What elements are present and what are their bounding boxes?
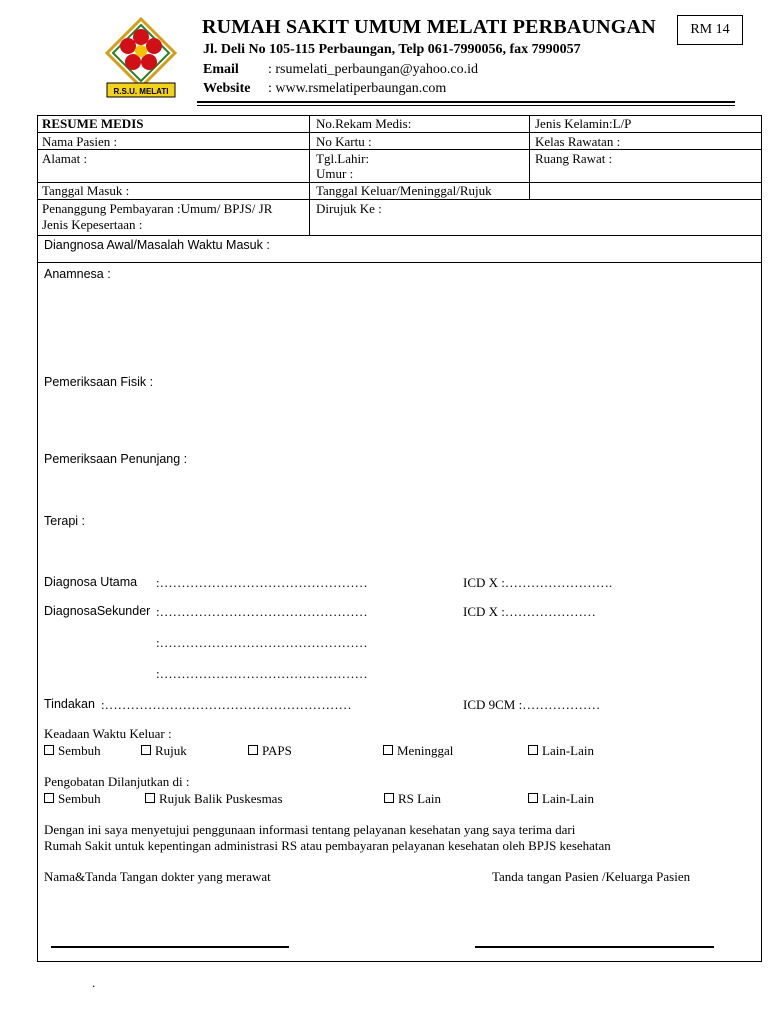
hospital-address: Jl. Deli No 105-115 Perbaungan, Telp 061-7990056, fax 7990057 [203, 42, 581, 57]
patient-signature-line[interactable] [475, 946, 714, 948]
terapi-section[interactable]: Terapi : [44, 514, 85, 528]
form-code-box: RM 14 [677, 15, 743, 45]
doctor-signature-line[interactable] [51, 946, 289, 948]
website-value: : www.rsmelatiperbaungan.com [268, 81, 447, 96]
penanggung-pembayaran-field[interactable]: Penanggung Pembayaran :Umum/ BPJS/ JR [42, 201, 273, 216]
pemeriksaan-fisik-section[interactable]: Pemeriksaan Fisik : [44, 375, 154, 389]
checkbox-icon[interactable] [383, 745, 393, 755]
checkbox-icon[interactable] [141, 745, 151, 755]
no-rekam-medis-field[interactable]: No.Rekam Medis: [316, 116, 412, 131]
logo-text: R.S.U. MELATI [113, 87, 169, 96]
email-label: Email [203, 62, 239, 77]
keadaan-option-meninggal[interactable]: Meninggal [383, 743, 453, 758]
checkbox-icon[interactable] [528, 745, 538, 755]
icd-x-sekunder-field[interactable]: ICD X :………………… [463, 604, 596, 619]
diagnosa-utama-label: Diagnosa Utama [44, 575, 138, 589]
diagnosa-awal-field[interactable]: Diangnosa Awal/Masalah Waktu Masuk : [44, 238, 270, 252]
pengobatan-option-sembuh[interactable]: Sembuh [44, 791, 101, 806]
hospital-name: RUMAH SAKIT UMUM MELATI PERBAUNGAN [202, 16, 656, 38]
patient-signature-label: Tanda tangan Pasien /Keluarga Pasien [492, 869, 691, 884]
checkbox-icon[interactable] [44, 793, 54, 803]
email-value: : rsumelati_perbaungan@yahoo.co.id [268, 62, 478, 77]
checkbox-icon[interactable] [384, 793, 394, 803]
doctor-signature-label: Nama&Tanda Tangan dokter yang merawat [44, 869, 271, 884]
tindakan-field[interactable]: :………………………………………………… [101, 697, 352, 712]
checkbox-icon[interactable] [528, 793, 538, 803]
jenis-kelamin-field[interactable]: Jenis Kelamin:L/P [535, 116, 632, 131]
tindakan-label: Tindakan [44, 697, 95, 711]
keadaan-option-rujuk[interactable]: Rujuk [141, 743, 187, 758]
consent-line-1: Dengan ini saya menyetujui penggunaan informasi tentang pelayanan kesehatan yang saya terima dari [44, 822, 576, 837]
pengobatan-option-lain-lain[interactable]: Lain-Lain [528, 791, 594, 806]
pengobatan-label: Pengobatan Dilanjutkan di : [44, 774, 190, 789]
keadaan-option-lain-lain[interactable]: Lain-Lain [528, 743, 594, 758]
diagnosa-sekunder-extra-1[interactable]: :………………………………………… [156, 635, 368, 650]
keadaan-option-paps[interactable]: PAPS [248, 743, 292, 758]
keadaan-keluar-label: Keadaan Waktu Keluar : [44, 726, 172, 741]
checkbox-icon[interactable] [248, 745, 258, 755]
resume-medis-heading: RESUME MEDIS [42, 116, 144, 131]
dirujuk-ke-field[interactable]: Dirujuk Ke : [316, 201, 382, 216]
pengobatan-option-puskesmas[interactable]: Rujuk Balik Puskesmas [145, 791, 283, 806]
diagnosa-utama-field[interactable]: :………………………………………… [156, 575, 368, 590]
tanggal-masuk-field[interactable]: Tanggal Masuk : [42, 183, 130, 198]
header-divider-thin [197, 105, 735, 106]
checkbox-icon[interactable] [145, 793, 155, 803]
header-divider [197, 101, 735, 103]
hospital-logo [105, 17, 177, 99]
pengobatan-option-rs-lain[interactable]: RS Lain [384, 791, 441, 806]
keadaan-option-sembuh[interactable]: Sembuh [44, 743, 101, 758]
tgl-lahir-field[interactable]: Tgl.Lahir: [316, 151, 370, 166]
no-kartu-field[interactable]: No Kartu : [316, 134, 372, 149]
kelas-rawatan-field[interactable]: Kelas Rawatan : [535, 134, 621, 149]
diagnosa-sekunder-label: DiagnosaSekunder [44, 604, 151, 618]
umur-field[interactable]: Umur : [316, 166, 354, 181]
website-label: Website [203, 81, 251, 96]
jenis-kepesertaan-field[interactable]: Jenis Kepesertaan : [42, 217, 143, 232]
pemeriksaan-penunjang-section[interactable]: Pemeriksaan Penunjang : [44, 452, 188, 466]
icd-9cm-field[interactable]: ICD 9CM :……………… [463, 697, 601, 712]
resume-medis-form [37, 115, 762, 962]
footer-dot: . [92, 975, 96, 990]
consent-line-2: Rumah Sakit untuk kepentingan administrasi RS atau pembayaran pelayanan kesehatan oleh BPJS kesehatan [44, 838, 611, 853]
alamat-field[interactable]: Alamat : [42, 151, 88, 166]
tanggal-keluar-field[interactable]: Tanggal Keluar/Meninggal/Rujuk [316, 183, 492, 198]
checkbox-icon[interactable] [44, 745, 54, 755]
diagnosa-sekunder-extra-2[interactable]: :………………………………………… [156, 666, 368, 681]
anamnesa-section[interactable]: Anamnesa : [44, 267, 111, 281]
icd-x-utama-field[interactable]: ICD X :……………………. [463, 575, 613, 590]
ruang-rawat-field[interactable]: Ruang Rawat : [535, 151, 613, 166]
nama-pasien-field[interactable]: Nama Pasien : [42, 134, 118, 149]
diagnosa-sekunder-field[interactable]: :………………………………………… [156, 604, 368, 619]
